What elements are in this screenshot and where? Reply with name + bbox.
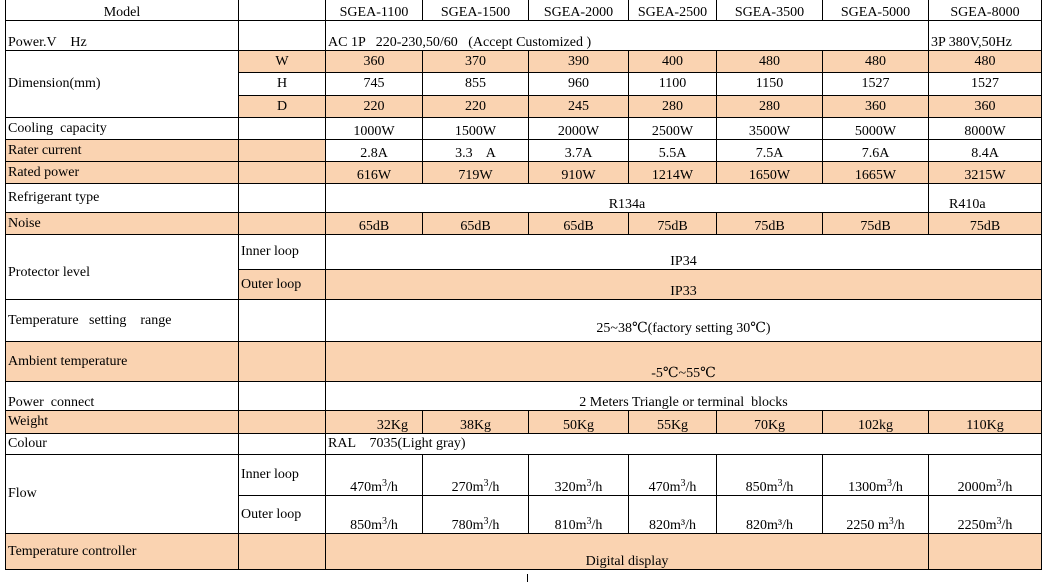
flow-unit-base: m — [371, 518, 382, 533]
dimension-h-value: 960 — [529, 73, 629, 96]
power-connect-label: Power connect — [6, 382, 239, 411]
model-3500: SGEA-3500 — [717, 0, 823, 21]
noise-row — [6, 213, 1042, 235]
current-value: 3.3 A — [423, 140, 529, 162]
temp-setting-label: Temperature setting range — [6, 300, 239, 342]
flow-number: 850 — [350, 518, 372, 533]
cooling-value: 5000W — [823, 118, 929, 140]
flow-number: 470 — [648, 480, 670, 495]
colour-label: Colour — [6, 434, 239, 455]
dimension-w-label: W — [239, 51, 326, 73]
flow-inner-value — [629, 455, 717, 496]
flow-unit-suffix: /h — [591, 518, 603, 533]
rated-power-value: 719W — [423, 162, 529, 184]
current-value: 7.6A — [823, 140, 929, 162]
model-5000: SGEA-5000 — [823, 0, 929, 21]
noise-value: 65dB — [326, 213, 423, 235]
flow-unit-suffix: /h — [893, 518, 905, 533]
flow-inner-value — [326, 455, 423, 496]
dimension-d-value: 220 — [423, 96, 529, 118]
flow-unit-suffix: /h — [387, 480, 398, 495]
dimension-h-value: 1150 — [717, 73, 823, 96]
power-connect-value: 2 Meters Triangle or terminal blocks — [326, 382, 1042, 411]
dimension-label: Dimension(mm) — [6, 51, 239, 118]
empty-cell — [239, 300, 326, 342]
flow-unit-compact: m³/h — [767, 518, 793, 533]
weight-row — [6, 411, 1042, 434]
weight-label: Weight — [6, 411, 239, 434]
dimension-h-value: 1100 — [629, 73, 717, 96]
flow-outer-value — [326, 496, 423, 534]
dimension-d-value: 360 — [823, 96, 929, 118]
dimension-h-value: 745 — [326, 73, 423, 96]
protector-outer-value: IP33 — [326, 270, 1042, 300]
flow-number: 2000 — [957, 480, 986, 495]
noise-value: 75dB — [629, 213, 717, 235]
flow-unit-base: m — [575, 518, 587, 533]
weight-value: 50Kg — [529, 411, 629, 434]
ambient-row — [6, 342, 1042, 382]
dimension-w-value: 480 — [823, 51, 929, 73]
header-row — [6, 0, 1042, 21]
empty-cell — [239, 118, 326, 140]
dimension-d-label: D — [239, 96, 326, 118]
protector-outer-label: Outer loop — [239, 270, 326, 300]
dimension-w-value: 480 — [929, 51, 1042, 73]
weight-value: 102kg — [823, 411, 929, 434]
weight-value: 32Kg — [326, 411, 423, 434]
flow-inner-value — [823, 455, 929, 496]
weight-value: 110Kg — [929, 411, 1042, 434]
empty-cell — [239, 411, 326, 434]
refrigerant-row — [6, 184, 1042, 213]
refrigerant-last: R410a — [929, 184, 1042, 213]
dimension-w-value: 360 — [326, 51, 423, 73]
empty-cell — [239, 213, 326, 235]
power-single-phase: AC 1P 220-230,50/60 (Accept Customized ) — [326, 21, 929, 51]
model-header: Model — [6, 0, 239, 21]
protector-inner-value: IP34 — [326, 235, 1042, 270]
flow-number: 2250 — [846, 518, 878, 533]
flow-number: 780 — [451, 518, 473, 533]
dimension-w-row — [6, 51, 1042, 73]
flow-unit-base: m — [985, 480, 997, 495]
flow-unit-exp: 3 — [586, 516, 592, 527]
rated-power-label: Rated power — [6, 162, 239, 184]
noise-value: 65dB — [423, 213, 529, 235]
flow-unit-suffix: /h — [488, 518, 500, 533]
flow-unit-base: m — [669, 480, 681, 495]
protector-inner-row — [6, 235, 1042, 270]
dimension-w-value: 370 — [423, 51, 529, 73]
flow-unit-exp: 3 — [996, 478, 1002, 489]
cell-border-fragment — [527, 574, 534, 582]
temp-setting-value: 25~38℃(factory setting 30℃) — [326, 300, 1042, 342]
flow-unit-suffix: /h — [1001, 480, 1013, 495]
rated-power-row — [6, 162, 1042, 184]
rated-power-value: 3215W — [929, 162, 1042, 184]
flow-unit-exp: 3 — [777, 478, 783, 489]
noise-label: Noise — [6, 213, 239, 235]
power-row — [6, 21, 1042, 51]
flow-unit-base: m — [472, 480, 484, 495]
flow-inner-value — [529, 455, 629, 496]
flow-unit-base: m — [766, 480, 778, 495]
flow-unit-suffix: /h — [685, 480, 697, 495]
noise-value: 75dB — [929, 213, 1042, 235]
model-2000: SGEA-2000 — [529, 0, 629, 21]
dimension-h-label: H — [239, 73, 326, 96]
protector-label: Protector level — [6, 235, 239, 300]
empty-cell — [239, 0, 326, 21]
flow-unit-exp: 3 — [888, 516, 894, 527]
model-8000: SGEA-8000 — [929, 0, 1042, 21]
flow-unit-suffix: /h — [488, 480, 500, 495]
current-label: Rater current — [6, 140, 239, 162]
flow-unit-base: m — [472, 518, 484, 533]
flow-inner-value — [423, 455, 529, 496]
flow-unit-suffix: /h — [387, 518, 398, 533]
dimension-h-value: 1527 — [823, 73, 929, 96]
flow-outer-value — [717, 496, 823, 534]
flow-number: 270 — [451, 480, 473, 495]
empty-cell — [239, 21, 326, 51]
power-three-phase: 3P 380V,50Hz — [929, 21, 1042, 51]
flow-number: 820 — [649, 518, 670, 533]
flow-unit-compact: m³/h — [670, 518, 696, 533]
current-value: 5.5A — [629, 140, 717, 162]
cooling-label: Cooling capacity — [6, 118, 239, 140]
colour-row — [6, 434, 1042, 455]
flow-unit-exp: 3 — [382, 516, 387, 527]
dimension-d-value: 220 — [326, 96, 423, 118]
flow-outer-value — [929, 496, 1042, 534]
power-label: Power.V Hz — [6, 21, 239, 51]
current-value: 3.7A — [529, 140, 629, 162]
flow-outer-value — [629, 496, 717, 534]
flow-label: Flow — [6, 455, 239, 534]
current-value: 8.4A — [929, 140, 1042, 162]
dimension-h-value: 1527 — [929, 73, 1042, 96]
cooling-value: 2500W — [629, 118, 717, 140]
weight-value: 38Kg — [423, 411, 529, 434]
flow-unit-exp: 3 — [996, 516, 1002, 527]
empty-cell — [239, 342, 326, 382]
flow-inner-row — [6, 455, 1042, 496]
rated-power-value: 616W — [326, 162, 423, 184]
temp-setting-row — [6, 300, 1042, 342]
flow-unit-exp: 3 — [586, 478, 592, 489]
flow-unit-base: m — [575, 480, 587, 495]
flow-unit-base: m — [985, 518, 997, 533]
flow-number: 1300 — [848, 480, 877, 495]
dimension-w-value: 400 — [629, 51, 717, 73]
cooling-value: 8000W — [929, 118, 1042, 140]
empty-cell — [239, 534, 326, 570]
colour-value: RAL 7035(Light gray) — [326, 434, 1042, 455]
ambient-value: -5℃~55℃ — [326, 342, 1042, 382]
controller-row — [6, 534, 1042, 570]
empty-cell — [929, 534, 1042, 570]
spec-table — [5, 0, 1042, 570]
noise-value: 75dB — [717, 213, 823, 235]
flow-unit-suffix: /h — [782, 480, 794, 495]
controller-label: Temperature controller — [6, 534, 239, 570]
flow-number: 820 — [746, 518, 767, 533]
flow-unit-base: m — [371, 480, 382, 495]
flow-number: 470 — [350, 480, 372, 495]
weight-value: 70Kg — [717, 411, 823, 434]
rated-power-value: 1214W — [629, 162, 717, 184]
dimension-d-value: 280 — [629, 96, 717, 118]
flow-outer-value — [823, 496, 929, 534]
controller-value: Digital display — [326, 534, 929, 570]
noise-value: 75dB — [823, 213, 929, 235]
flow-unit-exp: 3 — [483, 478, 489, 489]
flow-number: 850 — [745, 480, 767, 495]
dimension-d-value: 360 — [929, 96, 1042, 118]
dimension-w-value: 480 — [717, 51, 823, 73]
dimension-w-value: 390 — [529, 51, 629, 73]
cooling-value: 1500W — [423, 118, 529, 140]
flow-inner-label: Inner loop — [239, 455, 326, 496]
protector-inner-label: Inner loop — [239, 235, 326, 270]
flow-unit-exp: 3 — [887, 478, 892, 489]
empty-cell — [239, 382, 326, 411]
model-2500: SGEA-2500 — [629, 0, 717, 21]
flow-unit-exp: 3 — [483, 516, 489, 527]
flow-outer-label: Outer loop — [239, 496, 326, 534]
noise-value: 65dB — [529, 213, 629, 235]
empty-cell — [239, 434, 326, 455]
current-row — [6, 140, 1042, 162]
flow-unit-exp: 3 — [382, 478, 387, 489]
cooling-value: 3500W — [717, 118, 823, 140]
rated-power-value: 1650W — [717, 162, 823, 184]
refrigerant-label: Refrigerant type — [6, 184, 239, 213]
cooling-value: 2000W — [529, 118, 629, 140]
model-1100: SGEA-1100 — [326, 0, 423, 21]
power-connect-row — [6, 382, 1042, 411]
flow-unit-base: m — [877, 518, 889, 533]
flow-number: 320 — [554, 480, 576, 495]
flow-unit-suffix: /h — [591, 480, 603, 495]
flow-number: 810 — [554, 518, 576, 533]
cooling-value: 1000W — [326, 118, 423, 140]
empty-cell — [239, 140, 326, 162]
dimension-h-value: 855 — [423, 73, 529, 96]
cooling-row — [6, 118, 1042, 140]
flow-inner-value — [929, 455, 1042, 496]
flow-outer-value — [529, 496, 629, 534]
current-value: 2.8A — [326, 140, 423, 162]
rated-power-value: 910W — [529, 162, 629, 184]
ambient-label: Ambient temperature — [6, 342, 239, 382]
refrigerant-main: R134a — [326, 184, 929, 213]
flow-outer-value — [423, 496, 529, 534]
dimension-d-value: 245 — [529, 96, 629, 118]
flow-inner-value — [717, 455, 823, 496]
flow-unit-suffix: /h — [1001, 518, 1013, 533]
current-value: 7.5A — [717, 140, 823, 162]
flow-unit-suffix: /h — [892, 480, 903, 495]
rated-power-value: 1665W — [823, 162, 929, 184]
flow-unit-base: m — [876, 480, 887, 495]
flow-number: 2250 — [957, 518, 986, 533]
flow-unit-exp: 3 — [680, 478, 686, 489]
dimension-d-value: 280 — [717, 96, 823, 118]
weight-value: 55Kg — [629, 411, 717, 434]
empty-cell — [239, 162, 326, 184]
empty-cell — [239, 184, 326, 213]
model-1500: SGEA-1500 — [423, 0, 529, 21]
